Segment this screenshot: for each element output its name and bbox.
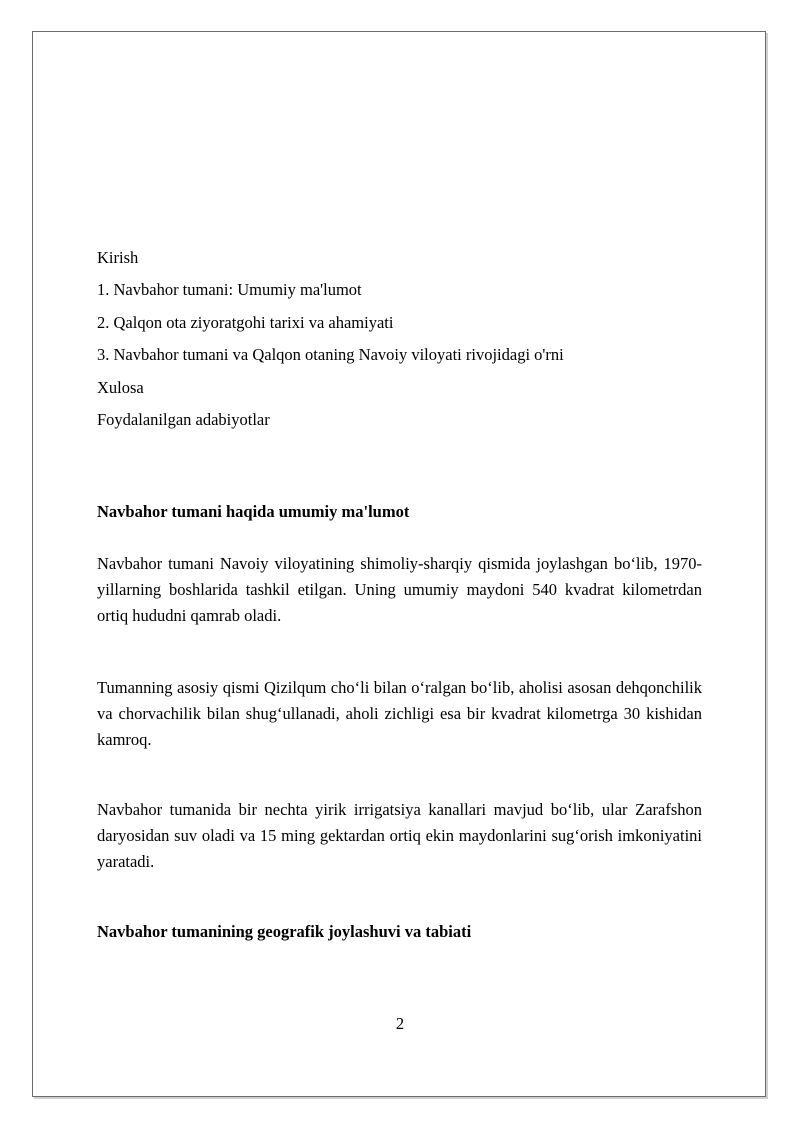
toc-item-intro: Kirish <box>97 248 139 267</box>
page-number: 2 <box>395 1014 405 1033</box>
section-heading-general-info: Navbahor tumani haqida umumiy ma'lumot <box>97 502 410 521</box>
toc-item-references: Foydalanilgan adabiyotlar <box>97 410 270 430</box>
section-heading-geography: Navbahor tumanining geografik joylashuvi va tabiati <box>97 922 472 941</box>
paragraph-location: Navbahor tumani Navoiy viloyatining shimoliy-sharqiy qismida joylashgan bo‘lib, 1970-yillarning boshlarida tashkil etilgan. Uning umumiy maydoni 540 kvadrat kilometrdan ortiq hududni qamrab oladi. <box>97 554 702 625</box>
paragraph-irrigation: Navbahor tumanida bir nechta yirik irrigatsiya kanallari mavjud bo‘lib, ular Zarafshon daryosidan suv oladi va 15 ming gektardan ortiq ekin maydonlarini sug‘orish imkoniyatini yaratadi. <box>97 800 702 871</box>
toc-item-2: 2. Qalqon ota ziyoratgohi tarixi va ahamiyati <box>97 312 394 332</box>
paragraph-population: Tumanning asosiy qismi Qizilqum cho‘li bilan o‘ralgan bo‘lib, aholisi asosan dehqonchilik va chorvachilik bilan shug‘ullanadi, aholi zichligi esa bir kvadrat kilometrga 30 kishidan kamroq. <box>97 678 702 749</box>
table-of-contents <box>97 242 564 436</box>
toc-item-3: 3. Navbahor tumani va Qalqon otaning Navoiy viloyati rivojidagi o'rni <box>97 345 564 365</box>
toc-item-1: 1. Navbahor tumani: Umumiy ma'lumot <box>97 280 362 300</box>
toc-item-conclusion: Xulosa <box>97 377 144 397</box>
